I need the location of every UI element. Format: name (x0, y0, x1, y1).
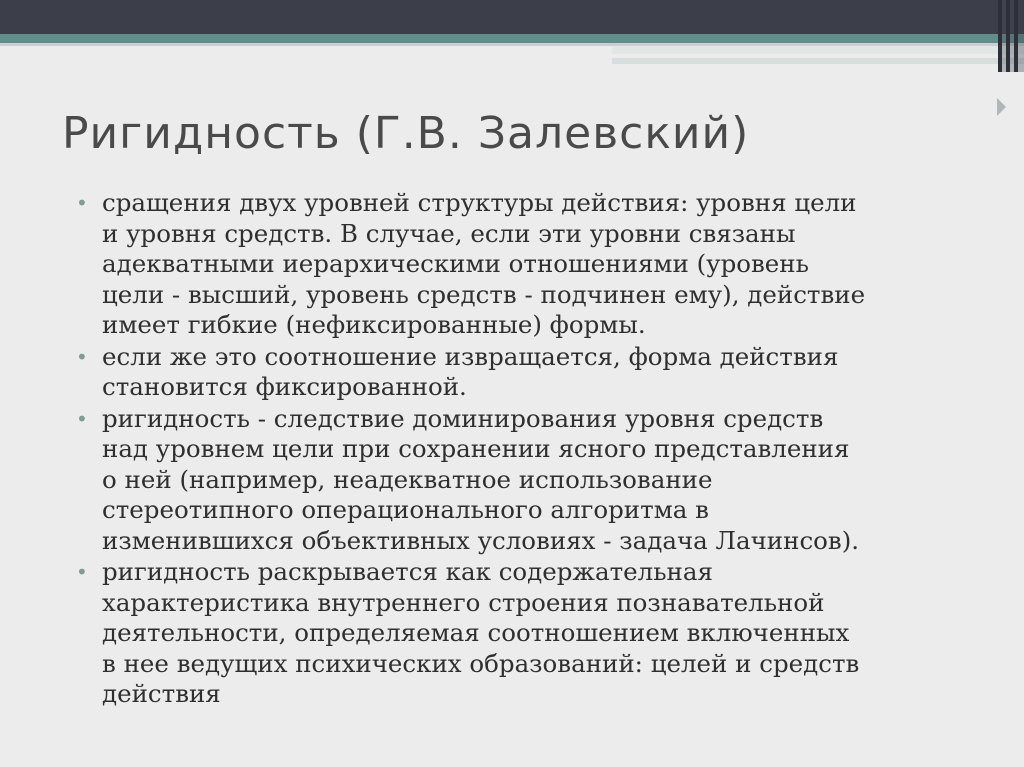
bullet-icon: • (76, 191, 88, 215)
bullet-icon: • (76, 406, 88, 431)
bullet-line: становится фиксированной. (102, 372, 467, 401)
header-stripe (998, 0, 1002, 72)
bullet-item (70, 342, 970, 403)
bullet-line: цели - высший, уровень средств - подчинен ему), действие (102, 279, 866, 309)
header-dark-bar (0, 0, 1024, 34)
bullet-line: изменившихся объективных условиях - задача Лачинсов). (102, 525, 860, 555)
bullet-line: характеристика внутреннего строения познавательной (102, 587, 825, 617)
header-light-bar-secondary (612, 58, 1024, 64)
bullet-line: деятельности, определяемая соотношением включенных (102, 618, 850, 647)
header-teal-bar (0, 34, 1024, 43)
bullet-line: ригидность - следствие доминирования уровня средств (102, 403, 824, 433)
header-light-bar (612, 46, 1024, 54)
bullet-icon: • (76, 344, 88, 369)
bullet-line: имеет гибкие (нефиксированные) формы. (102, 310, 646, 339)
bullet-line: адекватными иерархическими отношениями (уровень (102, 249, 809, 278)
bullet-item (70, 404, 970, 557)
bullet-icon: • (76, 560, 88, 584)
bullet-item (70, 188, 970, 341)
bullet-line: действия (102, 679, 221, 708)
bullet-line: сращения двух уровней структуры действия: уровня цели (102, 188, 857, 217)
slide-title: Ригидность (Г.В. Залевский) (62, 108, 750, 159)
bullet-list (70, 188, 970, 711)
bullet-line: ригидность раскрывается как содержательная (102, 557, 713, 586)
header-stripe (1014, 0, 1018, 72)
corner-arrow-icon (997, 98, 1006, 116)
bullet-line: стереотипного операционального алгоритма в (102, 495, 709, 524)
bullet-line: в нее ведущих психических образований: целей и средств (102, 648, 860, 678)
bullet-line: если же это соотношение извращается, форма действия (102, 341, 839, 371)
bullet-line: о ней (например, неадекватное использование (102, 464, 713, 494)
bullet-item (70, 557, 970, 710)
bullet-line: над уровнем цели при сохранении ясного представления (102, 434, 850, 463)
header-stripe (1006, 0, 1010, 72)
bullet-line: и уровня средств. В случае, если эти уровни связаны (102, 218, 796, 248)
